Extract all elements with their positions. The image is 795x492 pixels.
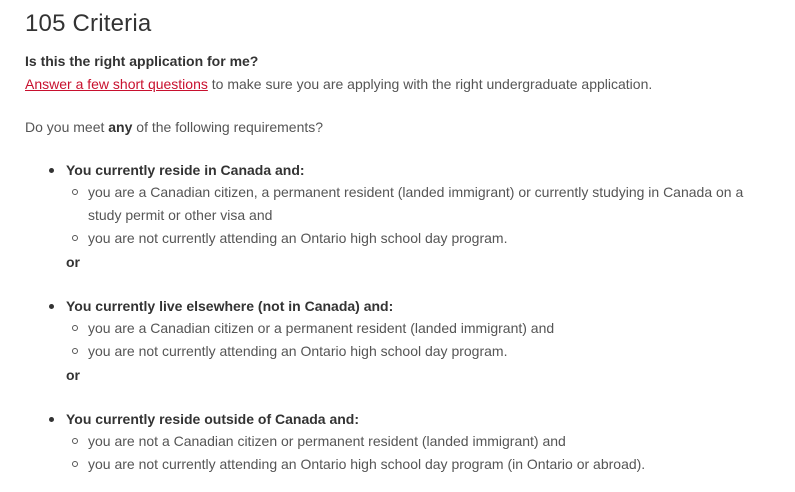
requirement-heading <box>25 159 785 181</box>
requirement-condition <box>25 453 778 476</box>
answer-line <box>25 76 652 92</box>
intro-emphasis: any <box>108 119 133 135</box>
requirement-condition <box>25 181 778 227</box>
answer-questions-link[interactable]: Answer a few short questions <box>25 76 208 92</box>
circle-bullet-icon <box>72 438 78 444</box>
requirement-group-3 <box>25 408 785 476</box>
requirements-intro <box>25 119 323 135</box>
bullet-icon <box>49 168 54 173</box>
page-title: 105 Criteria <box>25 10 152 37</box>
requirement-heading <box>25 295 785 317</box>
requirement-heading-text: You currently reside in Canada and: <box>66 162 305 178</box>
circle-bullet-icon <box>72 348 78 354</box>
requirement-condition <box>25 317 778 340</box>
bullet-icon <box>49 417 54 422</box>
circle-bullet-icon <box>72 235 78 241</box>
or-connector: or <box>66 254 80 270</box>
requirement-group-2 <box>25 295 785 387</box>
answer-line-text: to make sure you are applying with the right undergraduate application. <box>207 76 653 92</box>
requirement-condition <box>25 340 778 363</box>
question-heading: Is this the right application for me? <box>25 53 259 69</box>
circle-bullet-icon <box>72 325 78 331</box>
requirement-condition-text: you are not currently attending an Ontario high school day program. <box>88 230 508 246</box>
requirement-condition-text: you are a Canadian citizen or a permanent resident (landed immigrant) and <box>88 320 555 336</box>
requirement-group-1 <box>25 159 785 274</box>
or-connector: or <box>66 367 80 383</box>
requirement-condition-text: you are not currently attending an Ontario high school day program. <box>88 343 508 359</box>
requirement-condition <box>25 227 778 250</box>
intro-before: Do you meet <box>25 119 109 135</box>
requirement-heading-text: You currently live elsewhere (not in Canada) and: <box>66 298 394 314</box>
requirement-condition-text: you are not currently attending an Ontario high school day program (in Ontario or abroad). <box>88 456 646 472</box>
bullet-icon <box>49 304 54 309</box>
intro-after: of the following requirements? <box>132 119 324 135</box>
requirement-condition <box>25 430 778 453</box>
circle-bullet-icon <box>72 461 78 467</box>
circle-bullet-icon <box>72 189 78 195</box>
requirement-condition-text: you are not a Canadian citizen or permanent resident (landed immigrant) and <box>88 433 566 449</box>
requirement-heading-text: You currently reside outside of Canada and: <box>66 411 360 427</box>
requirement-condition-text: you are a Canadian citizen, a permanent resident (landed immigrant) or currently studying in Canada on a study permit or other visa and <box>88 184 744 223</box>
requirement-heading <box>25 408 785 430</box>
